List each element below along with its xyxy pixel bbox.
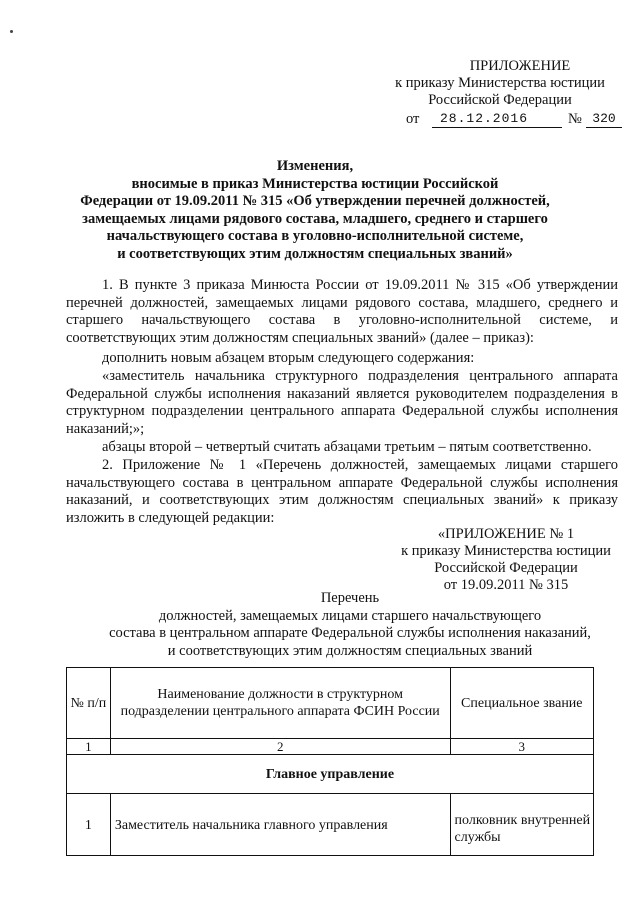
- appendix-line: Российской Федерации: [428, 92, 572, 108]
- column-number-row: [67, 739, 594, 755]
- appendix-1-block: [396, 526, 616, 594]
- heading-line: Федерации от 19.09.2011 № 315 «Об утверждении перечней должностей,: [80, 193, 550, 209]
- header-rank: Специальное звание: [450, 668, 593, 739]
- heading-line: Изменения,: [276, 158, 354, 174]
- positions-table: [66, 667, 594, 856]
- scan-mark: [10, 30, 13, 33]
- header-number: № п/п: [67, 668, 111, 739]
- list-title-line: и соответствующих этим должностям специальных званий: [167, 642, 533, 659]
- list-title-line: Перечень: [320, 590, 380, 606]
- number-sign: №: [568, 111, 582, 127]
- heading-line: замещаемых лицами рядового состава, младшего, среднего и старшего: [82, 210, 548, 227]
- section-row: [67, 755, 594, 794]
- column-number: 1: [67, 739, 111, 755]
- order-number: 320: [586, 110, 622, 128]
- paragraph-1: 1. В пункте 3 приказа Минюста России от 19.09.2011 № 315 «Об утверждении перечней должностей, замещаемых лицами рядового состава, младшего, среднего и старшего начальствующего состава в уголовно-исполнительной системе, и соответствующих этим должностям специальных званий» (далее – приказ):: [66, 277, 618, 346]
- appendix-1-line: от 19.09.2011 № 315: [443, 577, 569, 593]
- table-row: [67, 794, 594, 856]
- list-title-line: состава в центральном аппарате Федеральной службы исполнения наказаний,: [109, 625, 591, 641]
- paragraph-4: абзацы второй – четвертый считать абзацами третьим – пятым соответственно.: [102, 439, 592, 455]
- appendix-1-line: к приказу Министерства юстиции: [401, 543, 611, 559]
- heading-line: начальствующего состава в уголовно-исполнительной системе,: [106, 228, 524, 244]
- list-title: [90, 590, 610, 660]
- appendix-1-line: Российской Федерации: [434, 560, 578, 576]
- appendix-line: к приказу Министерства юстиции: [395, 75, 605, 91]
- appendix-title: ПРИЛОЖЕНИЕ: [469, 58, 571, 74]
- list-title-line: должностей, замещаемых лицами старшего начальствующего: [158, 607, 542, 624]
- order-date: 28.12.2016: [432, 110, 562, 128]
- document-heading: [80, 158, 550, 263]
- paragraph-5: 2. Приложение № 1 «Перечень должностей, замещаемых лицами старшего начальствующего состава в центральном аппарате Федеральной службы исполнения наказаний, и соответствующих этим должностям специальных званий» к приказу изложить в следующей редакции:: [66, 457, 618, 526]
- row-number: 1: [67, 794, 111, 856]
- appendix-1-title: «ПРИЛОЖЕНИЕ № 1: [437, 526, 575, 542]
- header-position: Наименование должности в структурном подразделении центрального аппарата ФСИН России: [110, 668, 450, 739]
- heading-line: вносимые в приказ Министерства юстиции Российской: [131, 175, 499, 192]
- paragraph-3: «заместитель начальника структурного подразделения центрального аппарата Федеральной службы исполнения наказаний является руководителем подразделения в структурном подразделении центрального аппарата Федеральной службы исполнения наказаний;»;: [66, 368, 618, 437]
- appendix-block: [380, 58, 620, 129]
- row-rank: полковник внутренней службы: [450, 794, 593, 856]
- date-prefix: от: [406, 111, 420, 127]
- paragraph-2: дополнить новым абзацем вторым следующего содержания:: [102, 350, 475, 366]
- table-header-row: [67, 668, 594, 739]
- row-position: Заместитель начальника главного управления: [110, 794, 450, 856]
- heading-line: и соответствующих этим должностям специальных званий»: [117, 245, 513, 262]
- column-number: 2: [110, 739, 450, 755]
- section-title: Главное управление: [67, 755, 594, 794]
- column-number: 3: [450, 739, 593, 755]
- appendix-dateline: [380, 111, 620, 129]
